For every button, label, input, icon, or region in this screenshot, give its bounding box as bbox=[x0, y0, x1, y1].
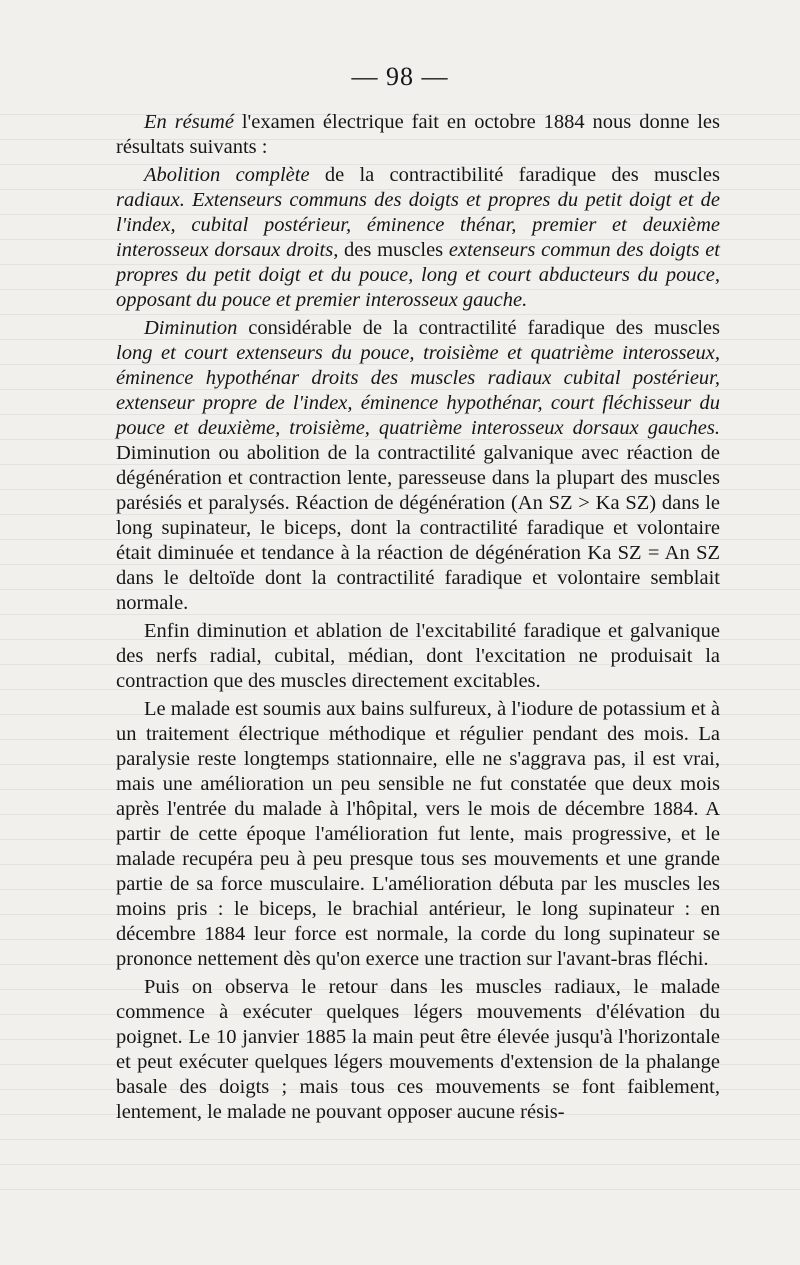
text-run: Diminution ou abolition de la contractilité galvanique avec réaction de dégénération et contraction lente, paresseuse dans la plupart des muscles parésiés et paralysés. Réaction de dégénération (An SZ > Ka SZ) dans le long supinateur, le biceps, dont la contractilité faradique et volontaire était diminuée et tendance à la réaction de dégénération Ka SZ = An SZ dans le deltoïde dont la contractilité faradique et volontaire semblait normale. bbox=[116, 442, 720, 614]
paragraph bbox=[116, 697, 720, 972]
page-number: — 98 — bbox=[351, 62, 449, 91]
text-run: Le malade est soumis aux bains sulfureux, à l'iodure de potassium et à un traitement électrique méthodique et régulier pendant des mois. La paralysie reste longtemps stationnaire, elle ne s'aggrava pas, il est vrai, mais une amélioration un peu sensible ne fut constatée que deux mois après l'entrée du malade à l'hôpital, vers le mois de décembre 1884. A partir de cette époque l'amélioration fut lente, mais progressive, et le malade recupéra peu à peu presque tous ses mouvements et une grande partie de sa force musculaire. L'amélioration débuta par les muscles les moins pris : le biceps, le brachial antérieur, le long supinateur : en décembre 1884 leur force est normale, la corde du long supinateur se prononce nettement dès qu'on exerce une traction sur l'avant-bras fléchi. bbox=[116, 698, 720, 970]
paragraph bbox=[116, 619, 720, 694]
text-run: Puis on observa le retour dans les muscles radiaux, le malade commence à exécuter quelques légers mouvements d'élévation du poignet. Le 10 janvier 1885 la main peut être élevée jusqu'à l'horizontale et peut exécuter quelques légers mouvements d'extension de la phalange basale des doigts ; mais tous ces mouvements se font faiblement, lentement, le malade ne pouvant opposer aucune résis- bbox=[116, 976, 720, 1123]
body-text bbox=[116, 110, 720, 1128]
paragraph bbox=[116, 110, 720, 160]
text-run: considérable de la contractilité faradique des muscles bbox=[237, 317, 720, 339]
paragraph bbox=[116, 163, 720, 313]
italic-run: En résumé bbox=[144, 111, 234, 133]
text-run: des muscles bbox=[338, 239, 449, 261]
italic-run: extenseurs commun des doigts et propres du petit doigt et du pouce, long et court abducteurs du pouce, opposant du pouce et premier interosseux gauche. bbox=[116, 239, 720, 311]
italic-run: radiaux. Extenseurs communs des doigts et propres du petit doigt et de l'index, cubital postérieur, éminence thénar, premier et deuxième interosseux dorsaux droits, bbox=[116, 189, 720, 261]
italic-run: long et court extenseurs du pouce, troisième et quatrième interosseux, éminence hypothénar droits des muscles radiaux cubital postérieur, extenseur propre de l'index, éminence hypothénar, court fléchisseur du pouce et deuxième, troisième, quatrième interosseux dorsaux gauches. bbox=[116, 342, 720, 439]
italic-run: Abolition complète bbox=[144, 164, 310, 186]
text-run: Enfin diminution et ablation de l'excitabilité faradique et galvanique des nerfs radial, cubital, médian, dont l'excitation ne produisait la contraction que des muscles directement excitables. bbox=[116, 620, 720, 692]
italic-run: Diminution bbox=[144, 317, 238, 339]
text-run: l'examen électrique fait en octobre 1884 nous donne les résultats suivants : bbox=[116, 111, 720, 158]
text-run: de la contractibilité faradique des muscles bbox=[309, 164, 720, 186]
paragraph bbox=[116, 975, 720, 1125]
paragraph bbox=[116, 316, 720, 616]
